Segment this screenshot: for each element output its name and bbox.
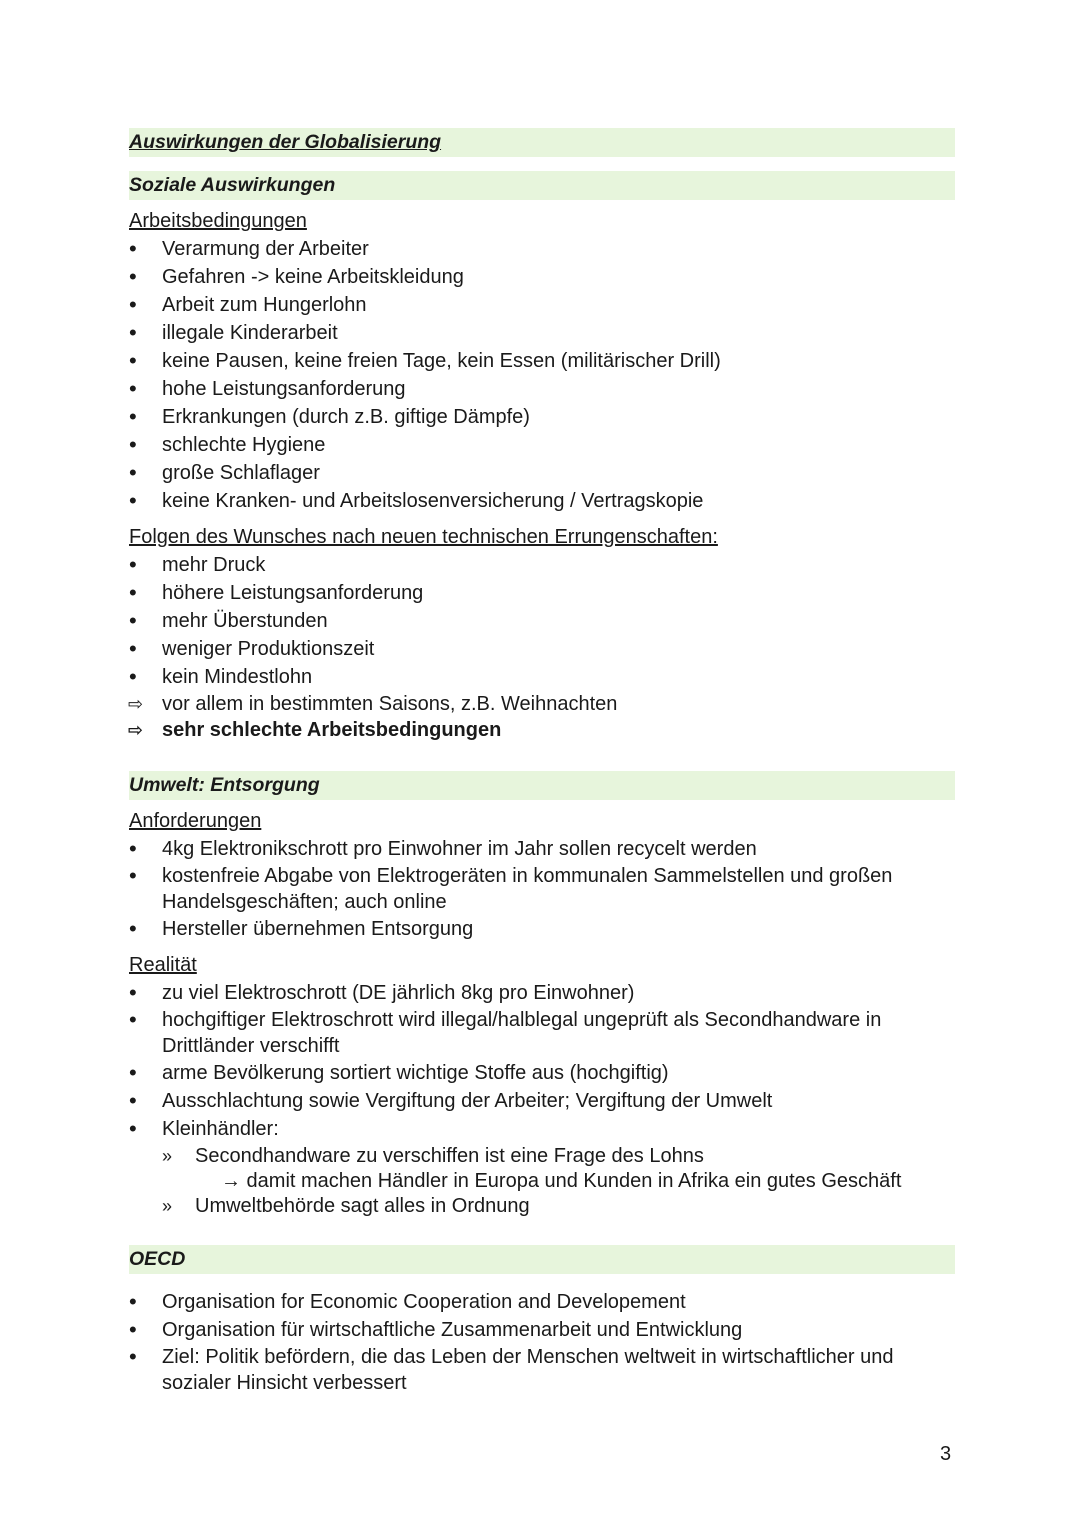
list-realitaet xyxy=(129,979,955,1143)
list-item: • Ziel: Politik befördern, die das Leben der Menschen weltweit in wirtschaftlicher und sozialer Hinsicht verbessert xyxy=(129,1344,955,1396)
list-item: • 4kg Elektronikschrott pro Einwohner im Jahr sollen recycelt werden xyxy=(129,835,955,863)
list-item: • Ausschlachtung sowie Vergiftung der Arbeiter; Vergiftung der Umwelt xyxy=(129,1087,955,1115)
list-item: • Arbeit zum Hungerlohn xyxy=(129,291,955,319)
list-item: • mehr Überstunden xyxy=(129,607,955,635)
list-item: • arme Bevölkerung sortiert wichtige Stoffe aus (hochgiftig) xyxy=(129,1059,955,1087)
sublist-continuation: → damit machen Händler in Europa und Kunden in Afrika ein gutes Geschäft xyxy=(221,1170,902,1192)
list-item: • hochgiftiger Elektroschrott wird illegal/halblegal ungeprüft als Secondhandware in Drittländer verschifft xyxy=(129,1007,955,1059)
list-item: • mehr Druck xyxy=(129,551,955,579)
list-item: • Erkrankungen (durch z.B. giftige Dämpfe) xyxy=(129,403,955,431)
page-number: 3 xyxy=(940,1443,952,1465)
subheading-folgen: Folgen des Wunsches nach neuen technischen Errungenschaften: xyxy=(129,526,718,548)
subheading-anforderungen: Anforderungen xyxy=(129,810,262,832)
document-title: Auswirkungen der Globalisierung xyxy=(129,128,955,157)
section-heading-umwelt: Umwelt: Entsorgung xyxy=(129,771,955,800)
section-heading-soziale: Soziale Auswirkungen xyxy=(129,171,955,200)
list-item: • kostenfreie Abgabe von Elektrogeräten in kommunalen Sammelstellen und großen Handelsgeschäften; auch online xyxy=(129,863,955,915)
list-item: • keine Kranken- und Arbeitslosenversicherung / Vertragskopie xyxy=(129,487,955,515)
sublist-item: » Umweltbehörde sagt alles in Ordnung xyxy=(129,1193,955,1219)
sublist-kleinhaendler-2 xyxy=(129,1193,955,1219)
list-item: • zu viel Elektroschrott (DE jährlich 8kg pro Einwohner) xyxy=(129,979,955,1007)
subheading-realitaet: Realität xyxy=(129,954,197,976)
list-arbeitsbedingungen xyxy=(129,235,955,515)
subheading-arbeitsbedingungen: Arbeitsbedingungen xyxy=(129,210,307,232)
list-item: • weniger Produktionszeit xyxy=(129,635,955,663)
section-heading-oecd: OECD xyxy=(129,1245,955,1274)
sublist-kleinhaendler xyxy=(129,1143,955,1169)
list-item: • Organisation für wirtschaftliche Zusammenarbeit und Entwicklung xyxy=(129,1316,955,1344)
list-item: • keine Pausen, keine freien Tage, kein Essen (militärischer Drill) xyxy=(129,347,955,375)
arrow-item-conclusion: ⇨ sehr schlechte Arbeitsbedingungen xyxy=(129,717,955,743)
list-item: • Verarmung der Arbeiter xyxy=(129,235,955,263)
list-item: • große Schlaflager xyxy=(129,459,955,487)
list-item: • illegale Kinderarbeit xyxy=(129,319,955,347)
list-item: • Gefahren -> keine Arbeitskleidung xyxy=(129,263,955,291)
list-item: • Hersteller übernehmen Entsorgung xyxy=(129,915,955,943)
list-item: • Organisation for Economic Cooperation and Developement xyxy=(129,1288,955,1316)
list-item: • hohe Leistungsanforderung xyxy=(129,375,955,403)
arrow-item: ⇨ vor allem in bestimmten Saisons, z.B. Weihnachten xyxy=(129,691,955,717)
list-oecd xyxy=(129,1288,955,1396)
list-item: • Kleinhändler: xyxy=(129,1115,955,1143)
list-item: • höhere Leistungsanforderung xyxy=(129,579,955,607)
list-item: • schlechte Hygiene xyxy=(129,431,955,459)
list-anforderungen xyxy=(129,835,955,943)
document-page xyxy=(129,128,955,1396)
sublist-item: » Secondhandware zu verschiffen ist eine Frage des Lohns xyxy=(129,1143,955,1169)
list-item: • kein Mindestlohn xyxy=(129,663,955,691)
list-folgen xyxy=(129,551,955,743)
